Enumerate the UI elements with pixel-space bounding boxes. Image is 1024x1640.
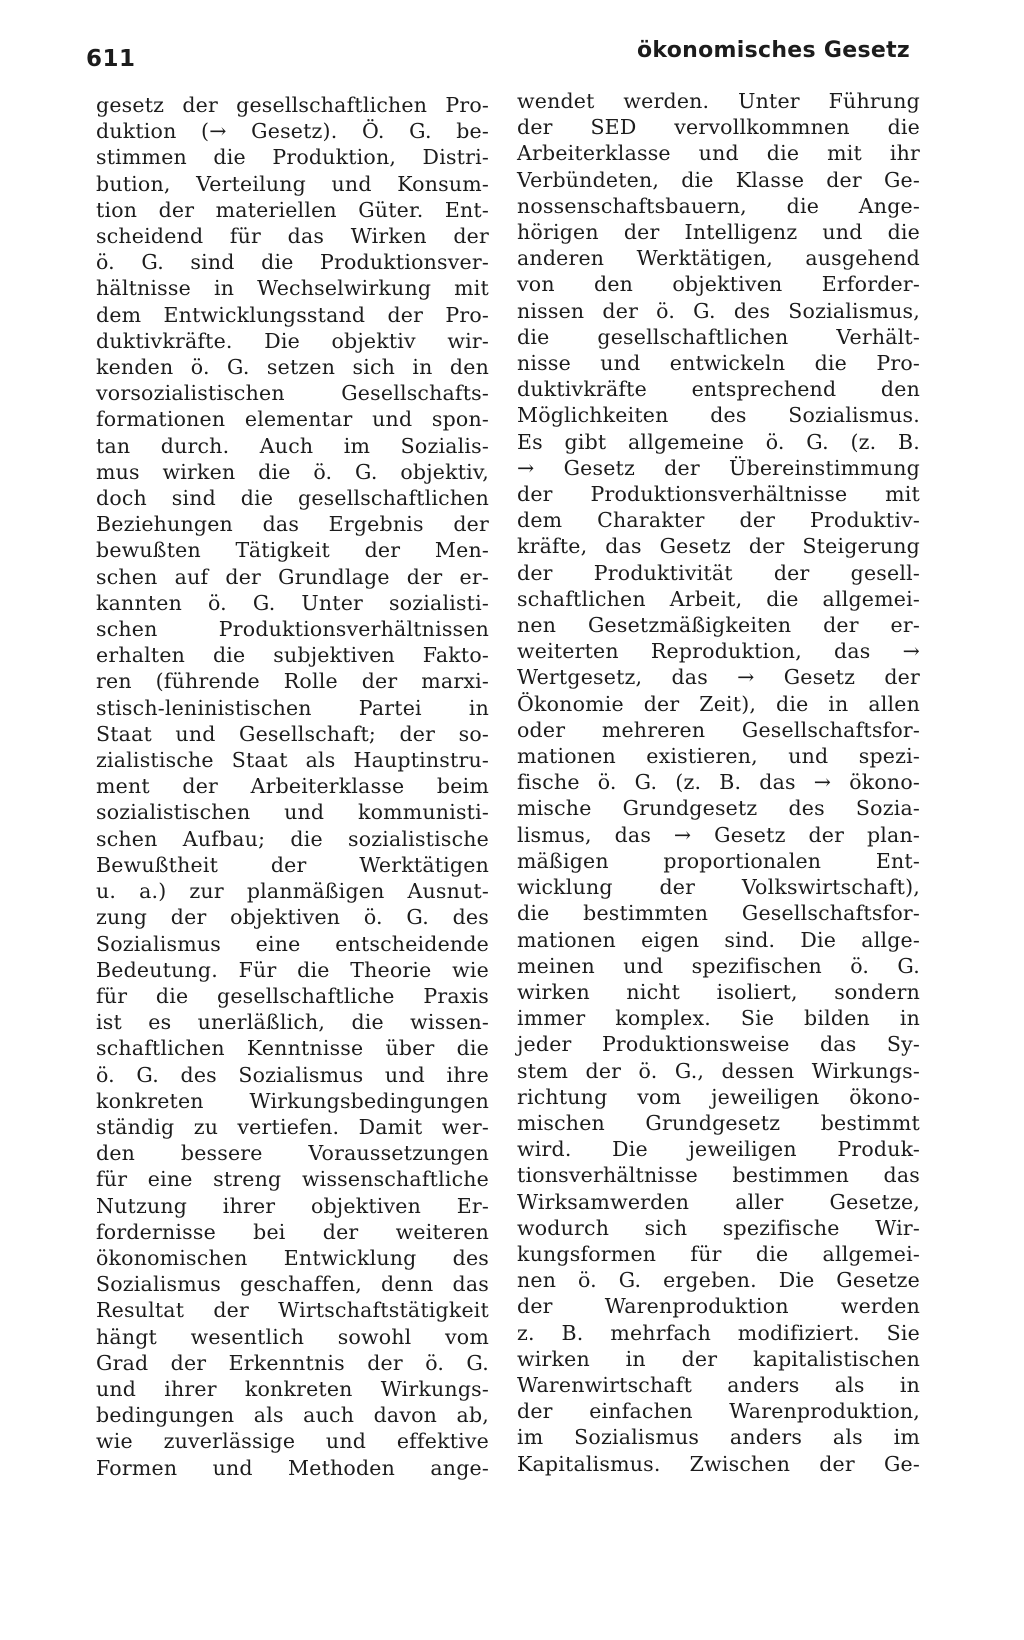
text-line: Ökonomie der Zeit), die in allen [517,691,920,716]
text-line: schaftlichen Arbeit, die allgemei- [517,586,920,611]
text-line: stisch-leninistischen Partei in [96,695,489,720]
text-line: und ihrer konkreten Wirkungs- [96,1376,489,1401]
text-line: ständig zu vertiefen. Damit wer- [96,1114,489,1139]
text-line: zialistische Staat als Hauptinstru- [96,748,489,773]
text-line: stimmen die Produktion, Distri- [96,145,489,170]
text-line: hörigen der Intelligenz und die [517,220,920,245]
text-line: mationen existieren, und spezi- [517,744,920,769]
text-line: wicklung der Volkswirtschaft), [517,875,920,900]
text-line: formationen elementar und spon- [96,407,489,432]
text-line: nen Gesetzmäßigkeiten der er- [517,613,920,638]
text-line: nossenschaftsbauern, die Ange- [517,193,920,218]
text-line: den bessere Voraussetzungen [96,1141,489,1166]
text-line: konkreten Wirkungsbedingungen [96,1088,489,1113]
text-line: von den objektiven Erforder- [517,272,920,297]
text-line: Arbeiterklasse und die mit ihr [517,141,920,166]
text-line: richtung vom jeweiligen ökono- [517,1084,920,1109]
text-line: Sozialismus eine entscheidende [96,931,489,956]
text-line: der Produktionsverhältnisse mit [517,482,920,507]
left-text-column [96,92,489,1481]
text-line: die bestimmten Gesellschaftsfor- [517,901,920,926]
text-line: immer komplex. Sie bilden in [517,1006,920,1031]
text-line: Grad der Erkenntnis der ö. G. [96,1350,489,1375]
text-line: nen ö. G. ergeben. Die Gesetze [517,1268,920,1293]
text-line: lismus, das → Gesetz der plan- [517,822,920,847]
text-line: schen Produktionsverhältnissen [96,617,489,642]
text-line: hältnisse in Wechselwirkung mit [96,276,489,301]
text-line: mus wirken die ö. G. objektiv, [96,459,489,484]
text-line: jeder Produktionsweise das Sy- [517,1032,920,1057]
text-line: weiterten Reproduktion, das → [517,639,920,664]
text-line: kannten ö. G. Unter sozialisti- [96,590,489,615]
text-line: Staat und Gesellschaft; der so- [96,721,489,746]
text-line: tan durch. Auch im Sozialis- [96,433,489,458]
text-line: sozialistischen und kommunisti- [96,800,489,825]
text-line: u. a.) zur planmäßigen Ausnut- [96,879,489,904]
text-line: tionsverhältnisse bestimmen das [517,1163,920,1188]
text-line: schen Aufbau; die sozialistische [96,826,489,851]
text-line: wirken in der kapitalistischen [517,1346,920,1371]
text-line: ökonomischen Entwicklung des [96,1245,489,1270]
text-line: Wirksamwerden aller Gesetze, [517,1189,920,1214]
page-number: 611 [86,46,136,72]
text-line: mäßigen proportionalen Ent- [517,848,920,873]
text-line: Es gibt allgemeine ö. G. (z. B. [517,429,920,454]
text-line: fische ö. G. (z. B. das → ökono- [517,770,920,795]
text-line: zung der objektiven ö. G. des [96,905,489,930]
text-line: z. B. mehrfach modifiziert. Sie [517,1320,920,1345]
text-line: ö. G. sind die Produktionsver- [96,250,489,275]
text-line: scheidend für das Wirken der [96,224,489,249]
text-line: nissen der ö. G. des Sozialismus, [517,298,920,323]
text-line: schaftlichen Kenntnisse über die [96,1036,489,1061]
text-line: duktivkräfte. Die objektiv wir- [96,328,489,353]
text-line: wendet werden. Unter Führung [517,89,920,113]
text-line: dem Charakter der Produktiv- [517,508,920,533]
text-line: tion der materiellen Güter. Ent- [96,197,489,222]
text-line: Warenwirtschaft anders als in [517,1372,920,1397]
text-line: Kapitalismus. Zwischen der Ge- [517,1451,920,1476]
text-line: Nutzung ihrer objektiven Er- [96,1193,489,1218]
text-line: duktivkräfte entsprechend den [517,377,920,402]
text-line: wodurch sich spezifische Wir- [517,1215,920,1240]
text-line: ment der Arbeiterklasse beim [96,774,489,799]
text-line: meinen und spezifischen ö. G. [517,953,920,978]
text-line: hängt wesentlich sowohl vom [96,1324,489,1349]
text-line: bewußten Tätigkeit der Men- [96,538,489,563]
running-head: ökonomisches Gesetz [637,38,910,63]
text-line: im Sozialismus anders als im [517,1425,920,1450]
text-line: für die gesellschaftliche Praxis [96,983,489,1008]
text-line: mische Grundgesetz des Sozia- [517,796,920,821]
text-line: Verbündeten, die Klasse der Ge- [517,167,920,192]
text-line: nisse und entwickeln die Pro- [517,351,920,376]
text-line: Möglichkeiten des Sozialismus. [517,403,920,428]
text-line: der Produktivität der gesell- [517,560,920,585]
text-line: dem Entwicklungsstand der Pro- [96,302,489,327]
text-line: duktion (→ Gesetz). Ö. G. be- [96,119,489,144]
text-line: der Warenproduktion werden [517,1294,920,1319]
text-line: ist es unerläßlich, die wissen- [96,1010,489,1035]
text-line: die gesellschaftlichen Verhält- [517,324,920,349]
text-line: kungsformen für die allgemei- [517,1241,920,1266]
text-line: ö. G. des Sozialismus und ihre [96,1062,489,1087]
text-line: der SED vervollkommnen die [517,115,920,140]
text-line: der einfachen Warenproduktion, [517,1399,920,1424]
text-line: stem der ö. G., dessen Wirkungs- [517,1058,920,1083]
text-line: Bewußtheit der Werktätigen [96,852,489,877]
text-line: vorsozialistischen Gesellschafts- [96,381,489,406]
text-line: mationen eigen sind. Die allge- [517,927,920,952]
text-line: Bedeutung. Für die Theorie wie [96,957,489,982]
text-line: bedingungen als auch davon ab, [96,1403,489,1428]
text-line: fordernisse bei der weiteren [96,1219,489,1244]
text-line: Sozialismus geschaffen, denn das [96,1272,489,1297]
text-line: wirken nicht isoliert, sondern [517,979,920,1004]
text-line: bution, Verteilung und Konsum- [96,171,489,196]
text-line: Resultat der Wirtschaftstätigkeit [96,1298,489,1323]
text-line: für eine streng wissenschaftliche [96,1167,489,1192]
text-line: kräfte, das Gesetz der Steigerung [517,534,920,559]
text-line: mischen Grundgesetz bestimmt [517,1110,920,1135]
text-line: wird. Die jeweiligen Produk- [517,1137,920,1162]
text-line: doch sind die gesellschaftlichen [96,486,489,511]
text-line: gesetz der gesellschaftlichen Pro- [96,93,489,117]
text-line: oder mehreren Gesellschaftsfor- [517,717,920,742]
text-line: → Gesetz der Übereinstimmung [517,455,920,480]
text-line: Formen und Methoden ange- [96,1455,489,1480]
right-text-column [517,88,920,1477]
text-line: erhalten die subjektiven Fakto- [96,643,489,668]
text-line: schen auf der Grundlage der er- [96,564,489,589]
text-line: Wertgesetz, das → Gesetz der [517,665,920,690]
text-line: kenden ö. G. setzen sich in den [96,355,489,380]
text-line: ren (führende Rolle der marxi- [96,669,489,694]
text-line: Beziehungen das Ergebnis der [96,512,489,537]
text-line: anderen Werktätigen, ausgehend [517,246,920,271]
text-line: wie zuverlässige und effektive [96,1429,489,1454]
